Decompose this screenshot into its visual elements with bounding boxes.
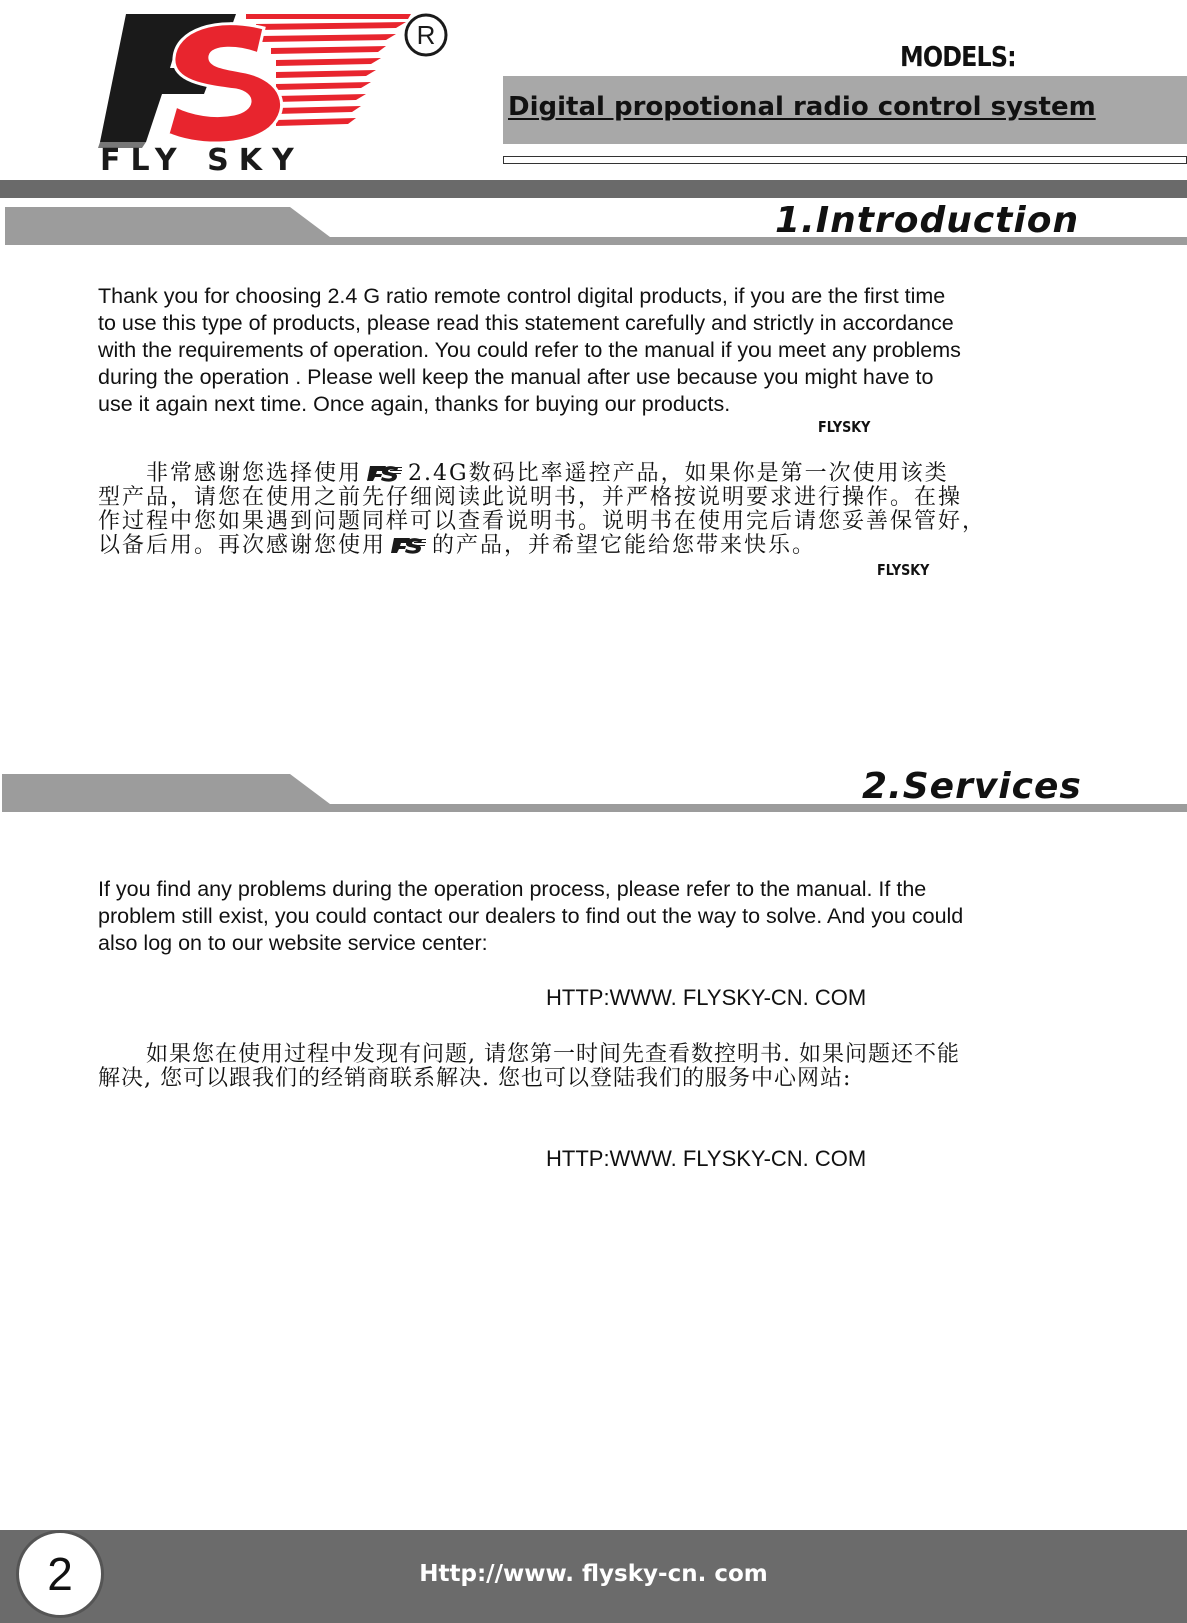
svg-text:R: R [416, 20, 436, 50]
text-line: If you find any problems during the operation process, please refer to the manual. If the [98, 877, 927, 901]
logo-wordmark: FLY SKY [100, 143, 304, 175]
text-fragment: 以备后用。再次感谢您使用 [98, 533, 387, 558]
text-line: during the operation . Please well keep the manual after use because you might have to [98, 365, 934, 389]
text-fragment: 的产品，并希望它能给您带来快乐。 [432, 533, 817, 558]
intro-chinese-paragraph [98, 462, 1118, 558]
text-line: use it again next time. Once again, thanks for buying our products. [98, 392, 731, 416]
services-english-paragraph [98, 876, 1098, 957]
services-chinese-paragraph [98, 1043, 1118, 1091]
intro-cn-signature: FLYSKY [877, 561, 930, 579]
text-line: 作过程中您如果遇到问题同样可以查看说明书。说明书在使用完后请您妥善保管好， [98, 509, 987, 534]
fs-logo-icon [366, 464, 404, 482]
intro-english-paragraph [98, 283, 1098, 418]
services-url-cn: HTTP:WWW. FLYSKY-CN. COM [546, 1146, 867, 1171]
footer-url: Http://www. flysky-cn. com [419, 1561, 768, 1587]
intro-en-signature: FLYSKY [818, 418, 871, 436]
header-rule [503, 156, 1187, 164]
models-label: MODELS: [900, 40, 1016, 73]
text-line: to use this type of products, please read this statement carefully and strictly in accordance [98, 311, 954, 335]
section-title-intro: 1.Introduction [775, 200, 1080, 241]
page-number: 2 [16, 1530, 104, 1618]
text-line: with the requirements of operation. You could refer to the manual if you meet any problems [98, 338, 961, 362]
text-line: Thank you for choosing 2.4 G ratio remote control digital products, if you are the first time [98, 284, 946, 308]
text-line: problem still exist, you could contact our dealers to find out the way to solve. And you could [98, 904, 964, 928]
header-band [0, 180, 1187, 198]
services-url-en: HTTP:WWW. FLYSKY-CN. COM [546, 985, 867, 1010]
section-title-services: 2.Services [862, 766, 1082, 807]
text-line: also log on to our website service center: [98, 931, 488, 955]
fs-logo-icon [390, 536, 428, 554]
text-fragment: 非常感谢您选择使用 [146, 461, 363, 486]
text-line [98, 462, 1118, 486]
text-fragment: 2.4G数码比率遥控产品，如果你是第一次使用该类 [408, 461, 949, 486]
text-line: 如果您在使用过程中发现有问题, 请您第一时间先查看数控明书. 如果问题还不能 [146, 1042, 960, 1067]
flysky-logo [96, 10, 476, 175]
subtitle-text: Digital propotional radio control system [508, 92, 1096, 122]
text-line: 解决, 您可以跟我们的经销商联系解决. 您也可以登陆我们的服务中心网站: [98, 1066, 852, 1091]
text-line [98, 534, 1118, 558]
text-line: 型产品，请您在使用之前先仔细阅读此说明书，并严格按说明要求进行操作。在操 [98, 485, 963, 510]
